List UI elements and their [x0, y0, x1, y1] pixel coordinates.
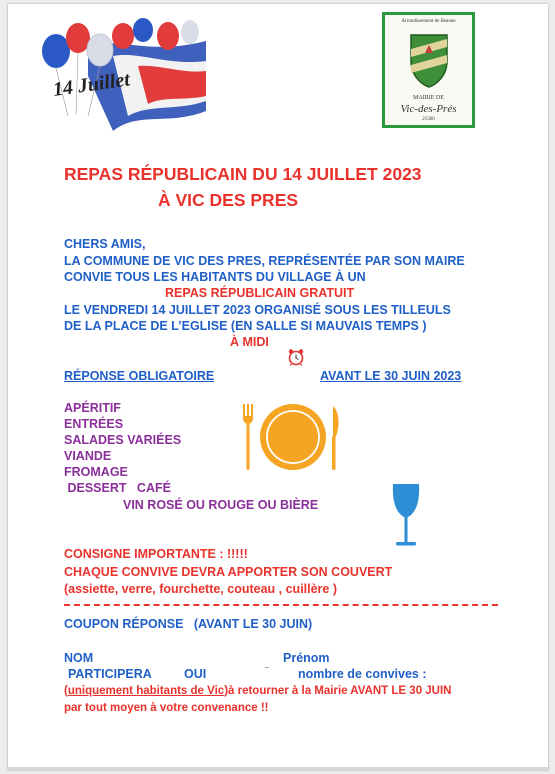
- banner-title: 14 Juillet: [51, 68, 132, 101]
- flyer-page: [8, 4, 548, 770]
- event-time: À MIDI: [230, 335, 269, 349]
- invitation-line-4: DE LA PLACE DE L’EGLISE (EN SALLE SI MAUVAIS TEMPS ): [64, 319, 427, 333]
- page-bottom-edge: [8, 767, 548, 770]
- mairie-coat-of-arms: [382, 12, 475, 128]
- crest-commune: Vic-des-Prés: [400, 103, 457, 115]
- menu-item-aperitif: APÉRITIF: [64, 401, 121, 415]
- menu-item-viande: VIANDE: [64, 449, 112, 463]
- wine-glass-icon: [390, 482, 422, 552]
- crest-postcode: 21360: [422, 117, 435, 122]
- crest-mairie: MAIRIE DE: [413, 95, 444, 101]
- fourteenth-july-banner: [18, 16, 206, 152]
- checkbox-mark: [265, 664, 269, 668]
- menu-item-dessert-cafe: DESSERT CAFÉ: [64, 481, 171, 495]
- alarm-clock-icon: [288, 348, 304, 366]
- menu-drinks: VIN ROSÉ OU ROUGE OU BIÈRE: [123, 498, 319, 512]
- coupon-title: COUPON RÉPONSE (AVANT LE 30 JUIN): [64, 617, 313, 631]
- title-line-2: À VIC DES PRES: [158, 190, 299, 210]
- crest-arrondissement: Arrondissement de Beaune: [401, 19, 456, 24]
- menu-item-entrees: ENTRÉES: [64, 417, 124, 431]
- invitation-line-1: LA COMMUNE DE VIC DES PRES, REPRÉSENTÉE PAR SON MAIRE: [64, 254, 465, 268]
- invitation-line-2: CONVIE TOUS LES HABITANTS DU VILLAGE À UN: [64, 270, 366, 284]
- coupon-participera-label: PARTICIPERA: [68, 667, 152, 681]
- coupon-prenom-label: Prénom: [283, 651, 330, 665]
- response-required: RÉPONSE OBLIGATOIRE: [64, 369, 215, 383]
- menu-item-salades: SALADES VARIÉES: [64, 433, 182, 447]
- coat-of-arms-icon: [407, 31, 451, 89]
- event-name: REPAS RÉPUBLICAIN GRATUIT: [165, 286, 355, 300]
- coupon-oui-label: OUI: [184, 667, 207, 681]
- cut-line-divider: [64, 604, 498, 606]
- menu-item-fromage: FROMAGE: [64, 465, 128, 479]
- instructions-line-2: (assiette, verre, fourchette, couteau , cuillère ): [64, 582, 338, 596]
- response-deadline: AVANT LE 30 JUIN 2023: [320, 369, 462, 383]
- plate-cutlery-icon: [238, 402, 348, 472]
- greeting: CHERS AMIS,: [64, 237, 146, 251]
- invitation-line-3: LE VENDREDI 14 JUILLET 2023 ORGANISÉ SOUS LES TILLEULS: [64, 303, 451, 317]
- instructions-line-1: CHAQUE CONVIVE DEVRA APPORTER SON COUVERT: [64, 565, 393, 579]
- balloons-icon: [18, 16, 206, 152]
- coupon-note-1: (uniquement habitants de Vic)à retourner à la Mairie AVANT LE 30 JUIN: [64, 685, 452, 697]
- title-line-1: REPAS RÉPUBLICAIN DU 14 JUILLET 2023: [64, 164, 422, 184]
- coupon-convives-label: nombre de convives :: [298, 667, 427, 681]
- coupon-note-2: par tout moyen à votre convenance !!: [64, 702, 269, 714]
- coupon-nom-label: NOM: [64, 651, 94, 665]
- instructions-title: CONSIGNE IMPORTANTE : !!!!!: [64, 547, 248, 561]
